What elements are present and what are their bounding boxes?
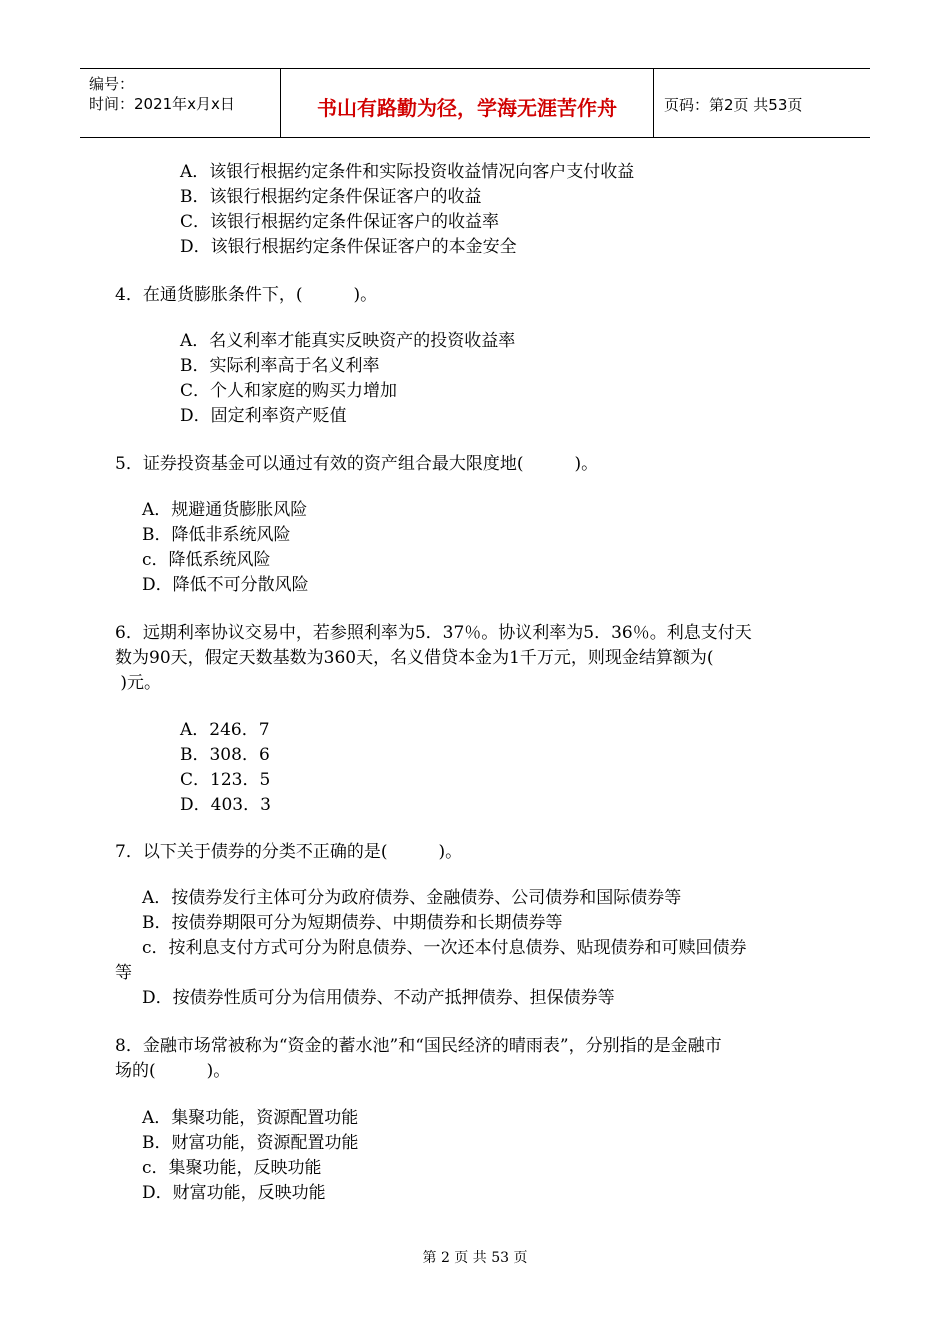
question-stem-line: )元。 [115,673,162,693]
option-b: B．实际利率高于名义利率 [180,356,380,376]
option-d: D．财富功能，反映功能 [142,1183,326,1203]
header-page-info: 页码：第2页 共53页 [664,96,803,114]
question-stem-line: 场的( )。 [115,1061,231,1081]
option-a: A．246．7 [180,720,270,740]
option-d: D．固定利率资产贬值 [180,406,347,426]
header-motto-cell [281,69,654,137]
option-d: D．该银行根据约定条件保证客户的本金安全 [180,237,517,257]
header-meta-cell [80,69,281,137]
question-stem: 4．在通货膨胀条件下，( )。 [115,285,378,305]
question-stem-line: 6．远期利率协议交易中，若参照利率为5．37％。协议利率为5．36％。利息支付天 [115,623,752,643]
option-b: B．该银行根据约定条件保证客户的收益 [180,187,482,207]
header-motto: 书山有路勤为径，学海无涯苦作舟 [317,96,617,120]
page-footer: 第 2 页 共 53 页 [422,1250,528,1266]
document-number-label: 编号： [89,75,135,93]
question-stem-line: 数为90天，假定天数基数为360天，名义借贷本金为1千万元，则现金结算额为( [115,648,714,668]
option-d: D．按债券性质可分为信用债券、不动产抵押债券、担保债券等 [142,988,615,1008]
question-stem: 7．以下关于债券的分类不正确的是( )。 [115,842,463,862]
option-b: B．降低非系统风险 [142,525,291,545]
option-c-continuation: 等 [115,963,132,983]
option-a: A．集聚功能，资源配置功能 [142,1108,359,1128]
option-a: A．按债券发行主体可分为政府债券、金融债券、公司债券和国际债券等 [142,888,682,908]
option-c: c．降低系统风险 [142,550,271,570]
option-c: C．该银行根据约定条件保证客户的收益率 [180,212,500,232]
option-b: B．308．6 [180,745,270,765]
option-c: c．集聚功能，反映功能 [142,1158,322,1178]
page-header [80,68,870,138]
option-b: B．财富功能，资源配置功能 [142,1133,359,1153]
question-stem-line: 8．金融市场常被称为“资金的蓄水池”和“国民经济的晴雨表”，分别指的是金融市 [115,1036,722,1056]
option-a: A．名义利率才能真实反映资产的投资收益率 [180,331,516,351]
option-c: C．123．5 [180,770,271,790]
option-d: D．降低不可分散风险 [142,575,309,595]
option-c: C．个人和家庭的购买力增加 [180,381,398,401]
header-page-cell [654,69,870,137]
option-a: A．规避通货膨胀风险 [142,500,308,520]
question-stem: 5．证券投资基金可以通过有效的资产组合最大限度地( )。 [115,454,599,474]
option-a: A．该银行根据约定条件和实际投资收益情况向客户支付收益 [180,162,635,182]
document-date: 时间：2021年x月x日 [89,95,235,113]
option-c: c．按利息支付方式可分为附息债券、一次还本付息债券、贴现债券和可赎回债券 [142,938,747,958]
option-d: D．403．3 [180,795,271,815]
option-b: B．按债券期限可分为短期债券、中期债券和长期债券等 [142,913,563,933]
